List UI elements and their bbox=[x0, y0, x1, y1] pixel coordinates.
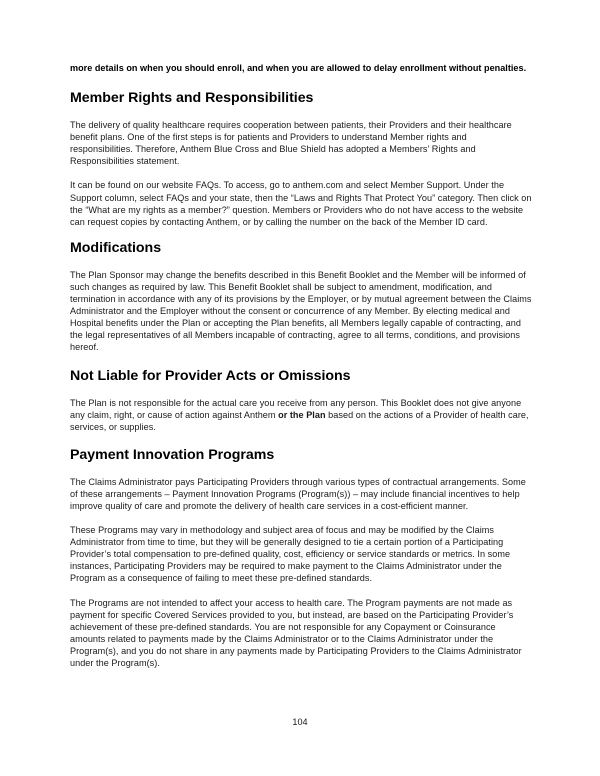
paragraph-payment-innovation-1: The Claims Administrator pays Participating Providers through various types of contractual arrangements. Some of these arrangements – Payment Innovation Programs (Program(s)) – may include financial incentives to help improve quality of care and promote the delivery of health care services in a cost-efficient manner. bbox=[70, 476, 526, 511]
section-heading-not-liable: Not Liable for Provider Acts or Omissions bbox=[70, 367, 351, 384]
page-number: 104 bbox=[292, 717, 308, 727]
paragraph-not-liable-text-before: The Plan is not responsible for the actual care you receive from any person. This Booklet does not give anyone any claim, right, or cause of action against Anthem bbox=[70, 397, 522, 420]
document-content bbox=[70, 62, 532, 669]
paragraph-not-liable-1 bbox=[70, 397, 532, 433]
section-heading-payment-innovation: Payment Innovation Programs bbox=[70, 446, 275, 463]
paragraph-payment-innovation-3: The Programs are not intended to affect your access to health care. The Program payments are not made as payment for specific Covered Services provided to you, but instead, are based on the Participating Provider’s achievement of these pre-defined standards. You are not responsible for any Copayment or Coinsurance amounts related to payments made by the Claims Administrator or to the Claims Administrator under the Program(s), and you do not share in any payments made by Participating Providers to the Claims Administrator under the Program(s). bbox=[70, 597, 522, 668]
paragraph-member-rights-2: It can be found on our website FAQs. To access, go to anthem.com and select Member Support. Under the Support column, select FAQs and your state, then the “Laws and Rights That Protect You” category. Then click on the “What are my rights as a member?” question. Members or Providers who do not have access to the website can request copies by contacting Anthem, or by calling the number on the back of the Member ID card. bbox=[70, 180, 532, 227]
paragraph-not-liable-emphasis: or the Plan bbox=[278, 409, 326, 420]
section-heading-modifications: Modifications bbox=[70, 239, 162, 256]
paragraph-member-rights-1: The delivery of quality healthcare requires cooperation between patients, their Providers and their healthcare benefit plans. One of the first steps is for patients and Providers to understand Member rights and responsibilities. Therefore, Anthem Blue Cross and Blue Shield has adopted a Members’ Rights and Responsibilities statement. bbox=[70, 120, 512, 167]
section-heading-member-rights: Member Rights and Responsibilities bbox=[70, 90, 314, 107]
paragraph-modifications-1: The Plan Sponsor may change the benefits described in this Benefit Booklet and the Member will be informed of such changes as required by law. This Benefit Booklet shall be subject to amendment, modification, and termination in accordance with any of its provisions by the Employer, or by mutual agreement between the Claims Administrator and the Employer without the consent or concurrence of any Member. By electing medical and Hospital benefits under the Plan or accepting the Plan benefits, all Members legally capable of contracting, and the legal representatives of all Members incapable of contracting, agree to all terms, conditions, and provisions hereof. bbox=[70, 269, 532, 353]
intro-paragraph: more details on when you should enroll, and when you are allowed to delay enrollment without penalties. bbox=[70, 63, 527, 73]
paragraph-payment-innovation-2: These Programs may vary in methodology and subject area of focus and may be modified by the Claims Administrator from time to time, but they will be generally designed to tie a certain portion of a Participating Provider’s total compensation to pre-defined quality, cost, efficiency or service standards or metrics. In some instances, Participating Providers may be required to make payment to the Claims Administrator under the Program as a consequence of failing to meet these pre-defined standards. bbox=[70, 525, 511, 584]
paragraph-not-liable-text-after: based on the actions of a Provider of health care, services, or supplies. bbox=[70, 409, 529, 432]
